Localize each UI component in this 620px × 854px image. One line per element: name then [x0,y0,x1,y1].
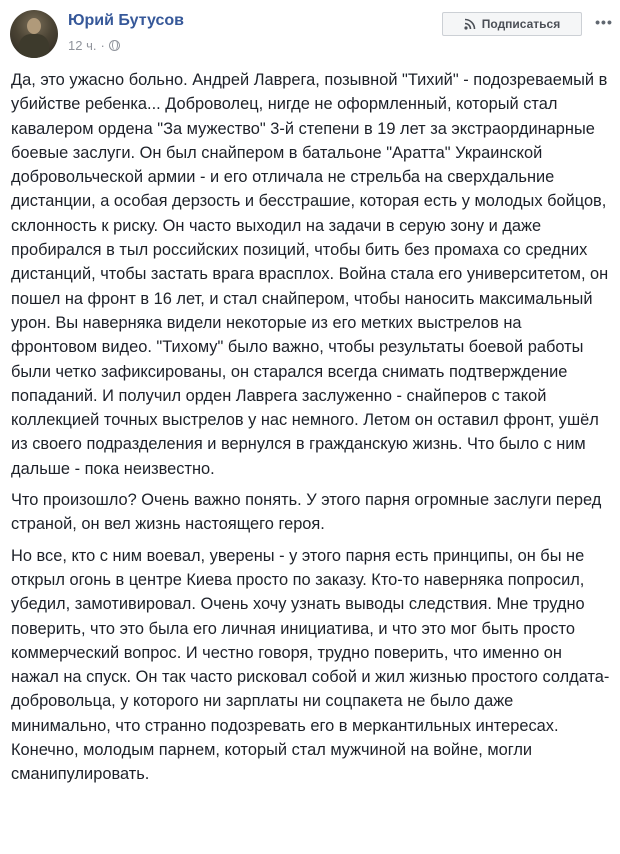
rss-icon [464,18,476,30]
post-text [11,68,611,794]
subscribe-button[interactable] [442,12,582,36]
author-avatar[interactable] [10,10,58,58]
avatar-body [19,34,49,58]
author-name-link[interactable]: Юрий Бутусов [68,12,185,29]
meta-separator: · [100,38,105,53]
globe-icon [109,40,120,51]
post-paragraph-2: Что произошло? Очень важно понять. У этого парня огромные заслуги перед страной, он вел жизнь настоящего героя. [11,491,602,534]
post-header [0,0,620,70]
avatar-head [27,18,41,34]
post-meta [68,38,120,53]
post-time-link[interactable]: 12 ч. [68,38,97,53]
post-paragraph-3: Но все, кто с ним воевал, уверены - у этого парня есть принципы, он бы не открыл огонь в центре Киева просто по заказу. Кто-то наверняка попросил, убедил, замотивировал. Очень хочу узнать выводы следствия. Мне трудно поверить, что это была его личная инициатива, и что это мог быть просто коммерческий вопрос. И честно говоря, трудно поверить, что именно он нажал на спуск. Он так часто рисковал собой и жил жизнью простого солдата-добровольца, у которого ни зарплаты ни соцпакета не было даже минимально, что странно подозревать его в меркантильных интересах. Конечно, молодым парнем, который стал мужчиной на войне, могли сманипулировать. [11,546,610,784]
more-options-icon[interactable]: ••• [595,14,613,30]
subscribe-label: Подписаться [481,17,561,31]
post-paragraph-1: Да, это ужасно больно. Андрей Лаврега, позывной "Тихий" - подозреваемый в убийстве ребенка... Доброволец, нигде не оформленный, который стал кавалером ордена "За мужество" 3-й степени в 19 лет за экстраординарные боевые заслуги. Он был снайпером в батальоне "Аратта" Украинской добровольческой армии - и его отличала не стрельба на сверхдальние дистанции, а особая дерзость и бесстрашие, которая есть у молодых бойцов, склонность к риску. Он часто выходил на задачи в серую зону и даже пробирался в тыл российских позиций, чтобы бить без промаха со средних дистанций, чтобы застать врага врасплох. Война стала его университетом, он пошел на фронт в 16 лет, и стал снайпером, чтобы наносить максимальный урон. Вы наверняка видели некоторые из его метких выстрелов на фронтовом видео. "Тихому" было важно, чтобы результаты боевой работы были четко зафиксированы, он старался всегда снимать подтверждение попаданий. И получил орден Лаврега заслуженно - снайперов с такой коллекцией точных выстрелов у нас немного. Летом он оставил фронт, ушёл из своего подразделения и вернулся в гражданскую жизнь. Что было с ним дальше - пока неизвестно. [11,71,609,478]
